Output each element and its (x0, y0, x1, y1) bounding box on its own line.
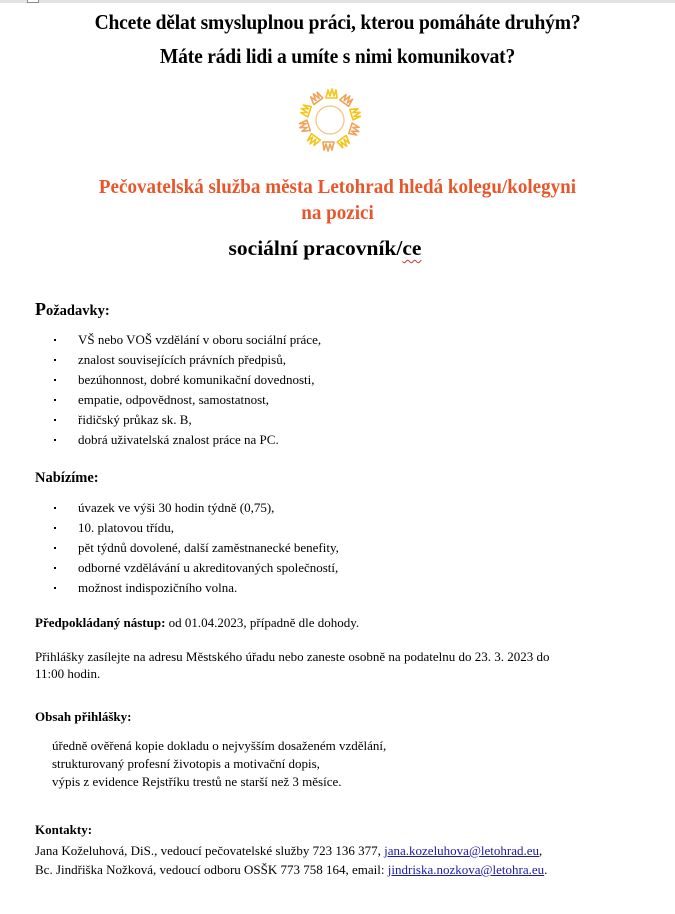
contact-2-text: Bc. Jindřiška Nožková, vedoucí odboru OSŠK 773 758 164, email: (35, 862, 388, 877)
bullet-icon (54, 339, 56, 341)
offer-list (54, 498, 339, 598)
job-title-line-2: na pozici (301, 202, 374, 224)
list-item (54, 430, 321, 450)
list-item-text: řidičský průkaz sk. B, (78, 412, 192, 427)
list-item-text: empatie, odpovědnost, samostatnost, (78, 392, 270, 407)
list-item-text: 10. platovou třídu, (78, 520, 175, 535)
spellcheck-flagged-word[interactable]: ce (402, 236, 422, 260)
start-date-value: od 01.04.2023, případně dle dohody. (165, 615, 360, 630)
bullet-icon (54, 507, 56, 509)
position-name (0, 236, 650, 261)
requirements-heading-initial: P (35, 299, 46, 319)
contents-list (52, 737, 386, 791)
bullet-icon (54, 379, 56, 381)
contact-2-suffix: . (544, 862, 548, 877)
applications-line-2: 11:00 hodin. (35, 666, 101, 681)
list-item-text: znalost souvisejících právních předpisů, (78, 352, 286, 367)
list-item (54, 558, 339, 578)
offer-heading: Nabízíme: (35, 470, 99, 486)
requirements-list (54, 330, 321, 450)
position-name-main: sociální pracovník/ (228, 236, 403, 260)
list-item-text: dobrá uživatelská znalost práce na PC. (78, 432, 279, 447)
bullet-icon (54, 439, 56, 441)
headline-question-1: Chcete dělat smysluplnou práci, kterou pomáháte druhým? (94, 10, 581, 34)
list-item (54, 330, 321, 350)
bullet-icon (54, 567, 56, 569)
hands-circle-logo-icon (293, 88, 367, 152)
bullet-icon (54, 399, 56, 401)
list-item-text: bezúhonnost, dobré komunikační dovednosti, (78, 372, 315, 387)
list-item (54, 410, 321, 430)
list-item (54, 370, 321, 390)
list-item (54, 350, 321, 370)
list-item: výpis z evidence Rejstříku trestů ne starší než 3 měsíce. (52, 774, 342, 789)
list-item (54, 538, 339, 558)
list-item (54, 578, 339, 598)
bullet-icon (54, 419, 56, 421)
list-item-text: úvazek ve výši 30 hodin týdně (0,75), (78, 500, 275, 515)
contact-1-text: Jana Koželuhová, DiS., vedoucí pečovatelské služby 723 136 377, (35, 843, 385, 858)
requirements-heading-rest: ožadavky: (46, 303, 110, 319)
list-item-text: VŠ nebo VOŠ vzdělání v oboru sociální práce, (78, 332, 322, 347)
list-item-text: odborné vzdělávání u akreditovaných společností, (78, 560, 339, 575)
start-date-label: Předpokládaný nástup: (35, 615, 166, 630)
start-date-paragraph (35, 614, 359, 632)
contact-1-suffix: , (539, 843, 543, 858)
list-item (54, 390, 321, 410)
contents-heading: Obsah přihlášky: (35, 709, 132, 724)
list-item: úředně ověřená kopie dokladu o nejvyšším dosaženém vzdělání, (52, 738, 387, 753)
applications-line-1: Přihlášky zasílejte na adresu Městského úřadu nebo zaneste osobně na podatelnu do 23. 3. 2023 do (35, 649, 550, 664)
bullet-icon (54, 359, 56, 361)
bullet-icon (54, 527, 56, 529)
headline-question-2: Máte rádi lidi a umíte s nimi komunikovat? (159, 44, 516, 68)
job-title-line-1: Pečovatelská služba města Letohrad hledá kolegu/kolegyni (98, 176, 577, 198)
requirements-heading (35, 299, 110, 320)
bullet-icon (54, 587, 56, 589)
list-item (54, 498, 339, 518)
list-item-text: pět týdnů dovolené, další zaměstnanecké benefity, (78, 540, 339, 555)
contact-line-2 (35, 861, 547, 879)
contacts-heading: Kontakty: (35, 822, 93, 837)
list-item: strukturovaný profesní životopis a motivační dopis, (52, 756, 320, 771)
contact-2-email-link[interactable]: jindriska.nozkova@letohra.eu (387, 862, 545, 877)
list-item-text: možnost indispozičního volna. (78, 580, 238, 595)
contact-1-email-link[interactable]: jana.kozeluhova@letohrad.eu (384, 843, 540, 858)
bullet-icon (54, 547, 56, 549)
contact-line-1 (35, 842, 542, 860)
list-item (54, 518, 339, 538)
